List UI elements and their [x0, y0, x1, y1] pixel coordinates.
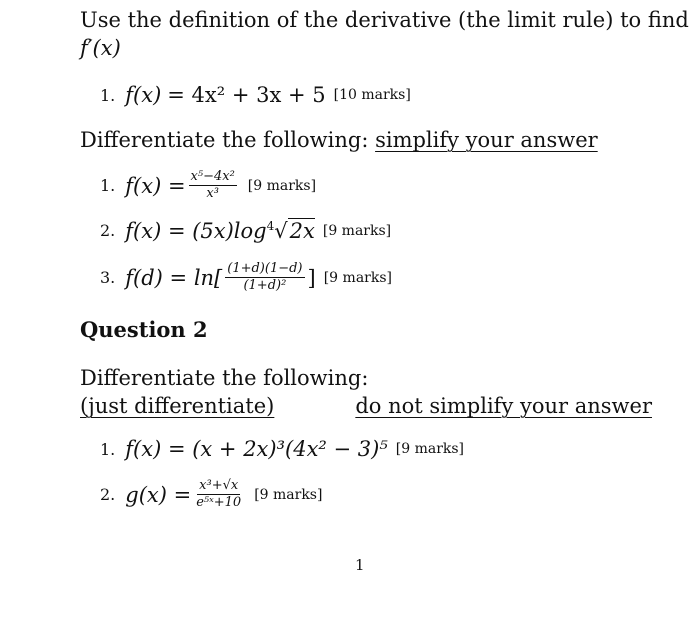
function-expression: f(x) = (x + 2x)³(4x² − 3)⁵ — [125, 437, 388, 461]
radical-sign-icon: √ — [274, 219, 288, 243]
denominator: x³ — [206, 186, 219, 201]
intro-line-1: Use the definition of the derivative (the limit rule) to find — [80, 8, 689, 32]
marks-label: [9 marks] — [247, 177, 317, 194]
function-rhs: = 4x² + 3x + 5 — [167, 83, 326, 107]
root-index: 4 — [266, 219, 275, 233]
function-lhs: f(x) — [125, 83, 162, 107]
instruction-underlined-2: (just differentiate) — [80, 394, 275, 418]
instruction-underlined-1: do not simplify your answer — [355, 394, 652, 418]
function-lhs: f(x) = (5x)log — [125, 218, 267, 243]
radicand: 2x — [289, 219, 315, 243]
problem-number: 1. — [100, 176, 116, 195]
problem-number: 3. — [100, 268, 116, 287]
marks-label: [9 marks] — [322, 222, 392, 239]
intro-line-2: f′(x) — [80, 36, 121, 60]
problem-2-3 — [100, 262, 392, 293]
marks-label: [9 marks] — [254, 486, 323, 503]
problem-3-1 — [100, 437, 464, 461]
problem-number: 1. — [100, 85, 116, 105]
problem-2-1 — [100, 170, 316, 201]
function-lhs: f(d) = ln[ — [125, 265, 223, 290]
question-2-instructions — [80, 364, 652, 420]
intro-paragraph — [80, 6, 689, 62]
function-lhs: f(x) = — [125, 173, 186, 198]
marks-label: [9 marks] — [395, 441, 465, 457]
instruction-prefix: Differentiate the following: — [80, 366, 369, 390]
problem-1-1 — [100, 83, 411, 107]
fraction — [194, 479, 243, 510]
marks-label: [10 marks] — [333, 87, 411, 103]
numerator: x⁵−4x² — [190, 169, 235, 184]
problem-number: 2. — [100, 485, 116, 504]
problem-2-2 — [100, 218, 391, 243]
question-2-heading: Question 2 — [80, 317, 208, 342]
fraction — [189, 170, 237, 201]
denominator: (1+d)² — [243, 278, 287, 293]
problem-number: 2. — [100, 221, 116, 240]
denominator: e⁵ˣ+10 — [196, 495, 242, 510]
section-instructions — [80, 126, 598, 154]
section-prefix: Differentiate the following: — [80, 128, 376, 152]
function-lhs: g(x) = — [125, 482, 192, 507]
section-underlined: simplify your answer — [375, 128, 598, 152]
problem-number: 1. — [100, 439, 116, 459]
numerator: (1+d)(1−d) — [227, 261, 303, 276]
page-number: 1 — [355, 556, 365, 574]
radical — [267, 218, 315, 243]
fraction — [225, 262, 304, 293]
marks-label: [9 marks] — [323, 269, 392, 286]
numerator: x³+√x — [199, 478, 239, 493]
problem-3-2 — [100, 479, 322, 510]
close-bracket: ] — [307, 265, 316, 290]
